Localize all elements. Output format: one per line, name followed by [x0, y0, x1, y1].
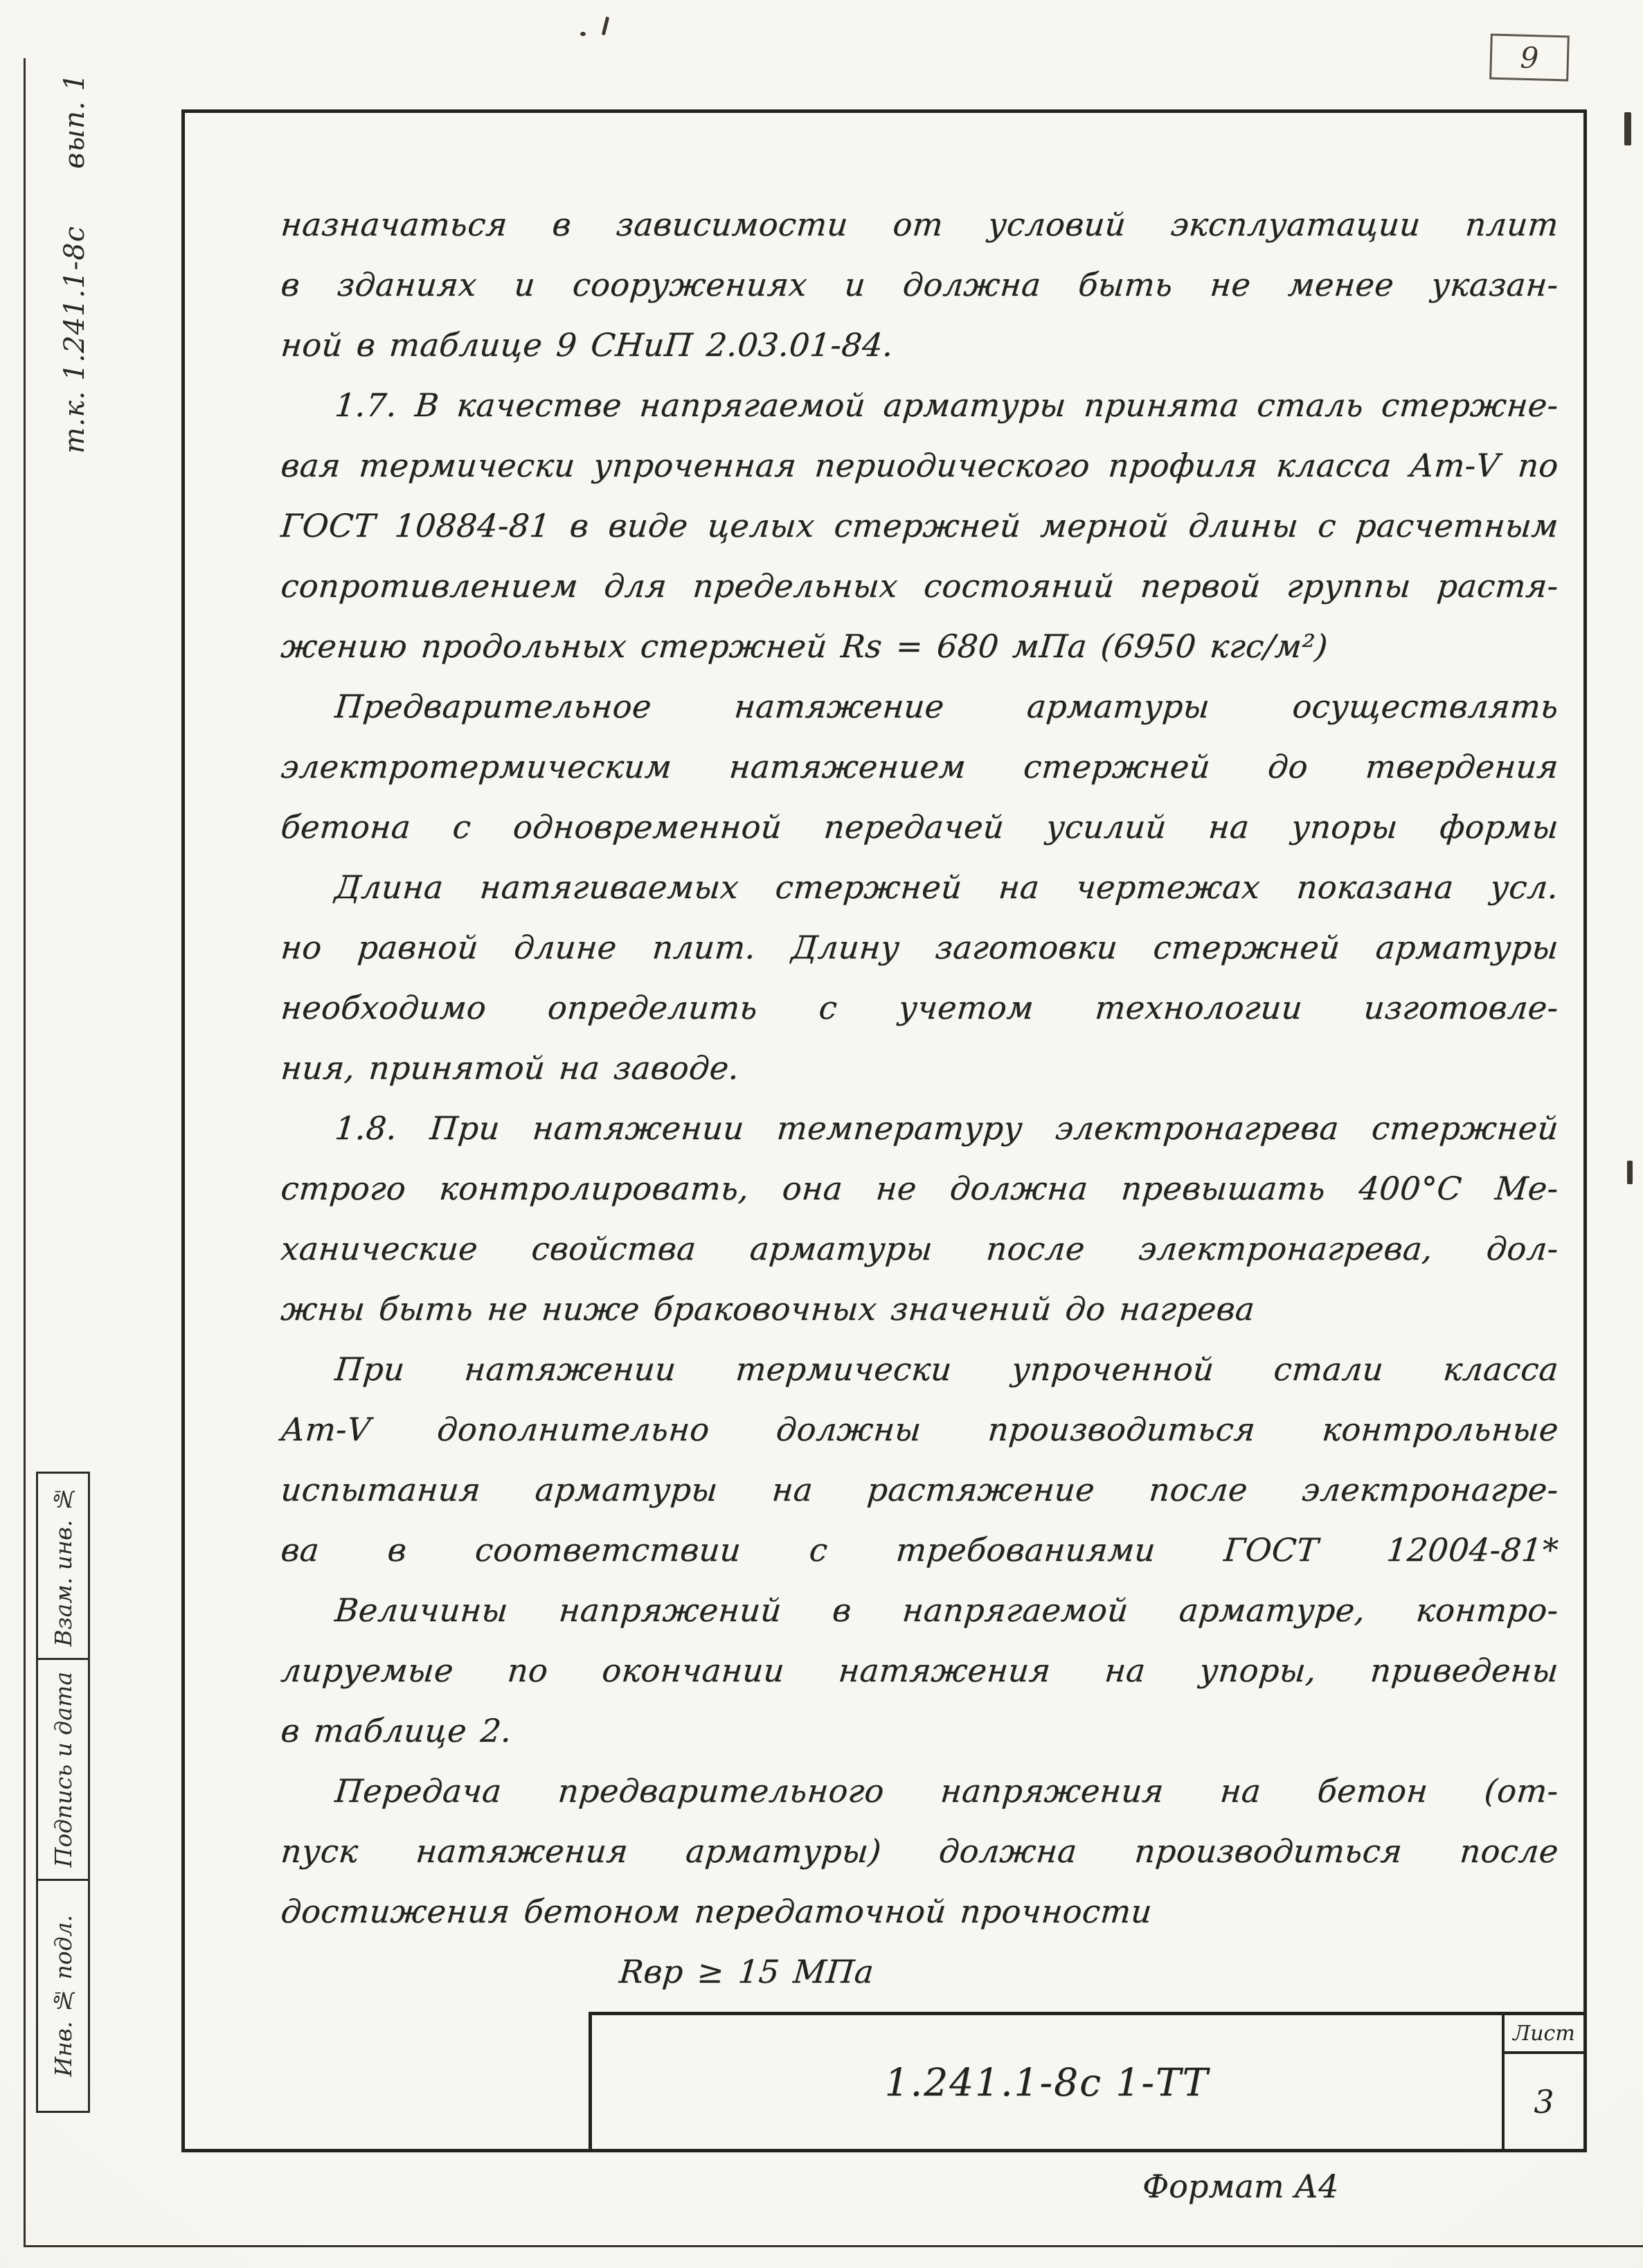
text-line: но равной длине плит. Длину заготовки стержней арматуры — [279, 929, 1561, 966]
sheet-number: 3 — [1534, 2082, 1554, 2120]
text-line: в зданиях и сооружениях и должна быть не менее указан- — [279, 266, 1561, 303]
scan-artifact — [1627, 1161, 1633, 1184]
text-line: пуск натяжения арматуры) должна производиться после — [279, 1832, 1561, 1870]
text-line: 1.7. В качестве напрягаемой арматуры принята сталь стержне- — [333, 386, 1561, 424]
margin-stamp-inv-label: Инв. № подл. — [49, 1915, 77, 2077]
text-line: При натяжении термически упроченной стали класса — [333, 1350, 1561, 1388]
text-line: ГОСТ 10884-81 в виде целых стержней мерной длины с расчетным — [279, 507, 1561, 544]
scan-artifact — [1624, 112, 1631, 145]
text-line: электротермическим натяжением стержней до твердения — [279, 748, 1561, 785]
margin-stamp-inv — [36, 1879, 90, 2113]
document-text — [278, 195, 1561, 2002]
margin-stamp-vzam — [36, 1472, 90, 1660]
page-number-box — [1489, 34, 1570, 82]
text-line: ханические свойства арматуры после электронагрева, дол- — [279, 1230, 1561, 1267]
outer-frame-bottom-line — [24, 2245, 1643, 2247]
text-line: бетона с одновременной передачей усилий на упоры формы — [279, 808, 1561, 846]
text-line: сопротивлением для предельных состояний первой группы растя- — [279, 567, 1561, 605]
text-line: ва в соответствии с требованиями ГОСТ 12004-81* — [279, 1531, 1561, 1569]
text-line: Ат-V дополнительно должны производиться контрольные — [279, 1411, 1561, 1448]
text-line-formula: Rвр ≥ 15 МПа — [618, 1953, 876, 1990]
text-line: строго контролировать, она не должна превышать 400°С Ме- — [279, 1170, 1561, 1207]
document-code: 1.241.1-8с 1-ТТ — [884, 2060, 1210, 2105]
text-line: Передача предварительного напряжения на бетон (от- — [333, 1772, 1561, 1810]
text-line: лируемые по окончании натяжения на упоры, приведены — [279, 1652, 1561, 1689]
drawing-frame — [181, 109, 1587, 2152]
outer-frame-left-line — [24, 58, 26, 2247]
text-line: в таблице 2. — [279, 1712, 514, 1749]
title-block — [589, 2012, 1583, 2149]
text-line: вая термически упроченная периодического профиля класса Ат-V по — [279, 447, 1561, 484]
text-line: 1.8. При натяжении температуру электронагрева стержней — [333, 1109, 1561, 1147]
scan-artifact — [580, 32, 586, 36]
format-label: Формат А4 — [1142, 2168, 1339, 2205]
sheet-cell — [1502, 2015, 1583, 2149]
text-line: Предварительное натяжение арматуры осуществлять — [333, 688, 1561, 725]
text-line: испытания арматуры на растяжение после электронагре- — [279, 1471, 1561, 1508]
text-line: ния, принятой на заводе. — [279, 1049, 742, 1087]
margin-stamp-vzam-label: Взам. инв. № — [49, 1485, 77, 1647]
text-line: назначаться в зависимости от условий эксплуатации плит — [279, 206, 1561, 243]
text-line: жению продольных стержней Rs = 680 мПа (6950 кгс/м²) — [279, 627, 1330, 665]
margin-stamp-podpis-label: Подпись и дата — [49, 1671, 77, 1868]
text-line: Величины напряжений в напрягаемой арматуре, контро- — [333, 1591, 1561, 1629]
side-vertical-label: т.к. 1.241.1-8с вып. 1 — [59, 73, 91, 454]
text-line: ной в таблице 9 СНиП 2.03.01-84. — [279, 326, 895, 364]
sheet-label: Лист — [1505, 2015, 1583, 2054]
margin-stamp-podpis — [36, 1658, 90, 1881]
text-line: достижения бетоном передаточной прочности — [279, 1893, 1154, 1930]
scan-artifact — [602, 17, 609, 35]
text-line: жны быть не ниже браковочных значений до нагрева — [279, 1290, 1257, 1328]
text-line: Длина натягиваемых стержней на чертежах показана усл. — [333, 868, 1561, 906]
text-line: необходимо определить с учетом технологии изготовле- — [279, 989, 1561, 1026]
page-number: 9 — [1519, 40, 1539, 75]
